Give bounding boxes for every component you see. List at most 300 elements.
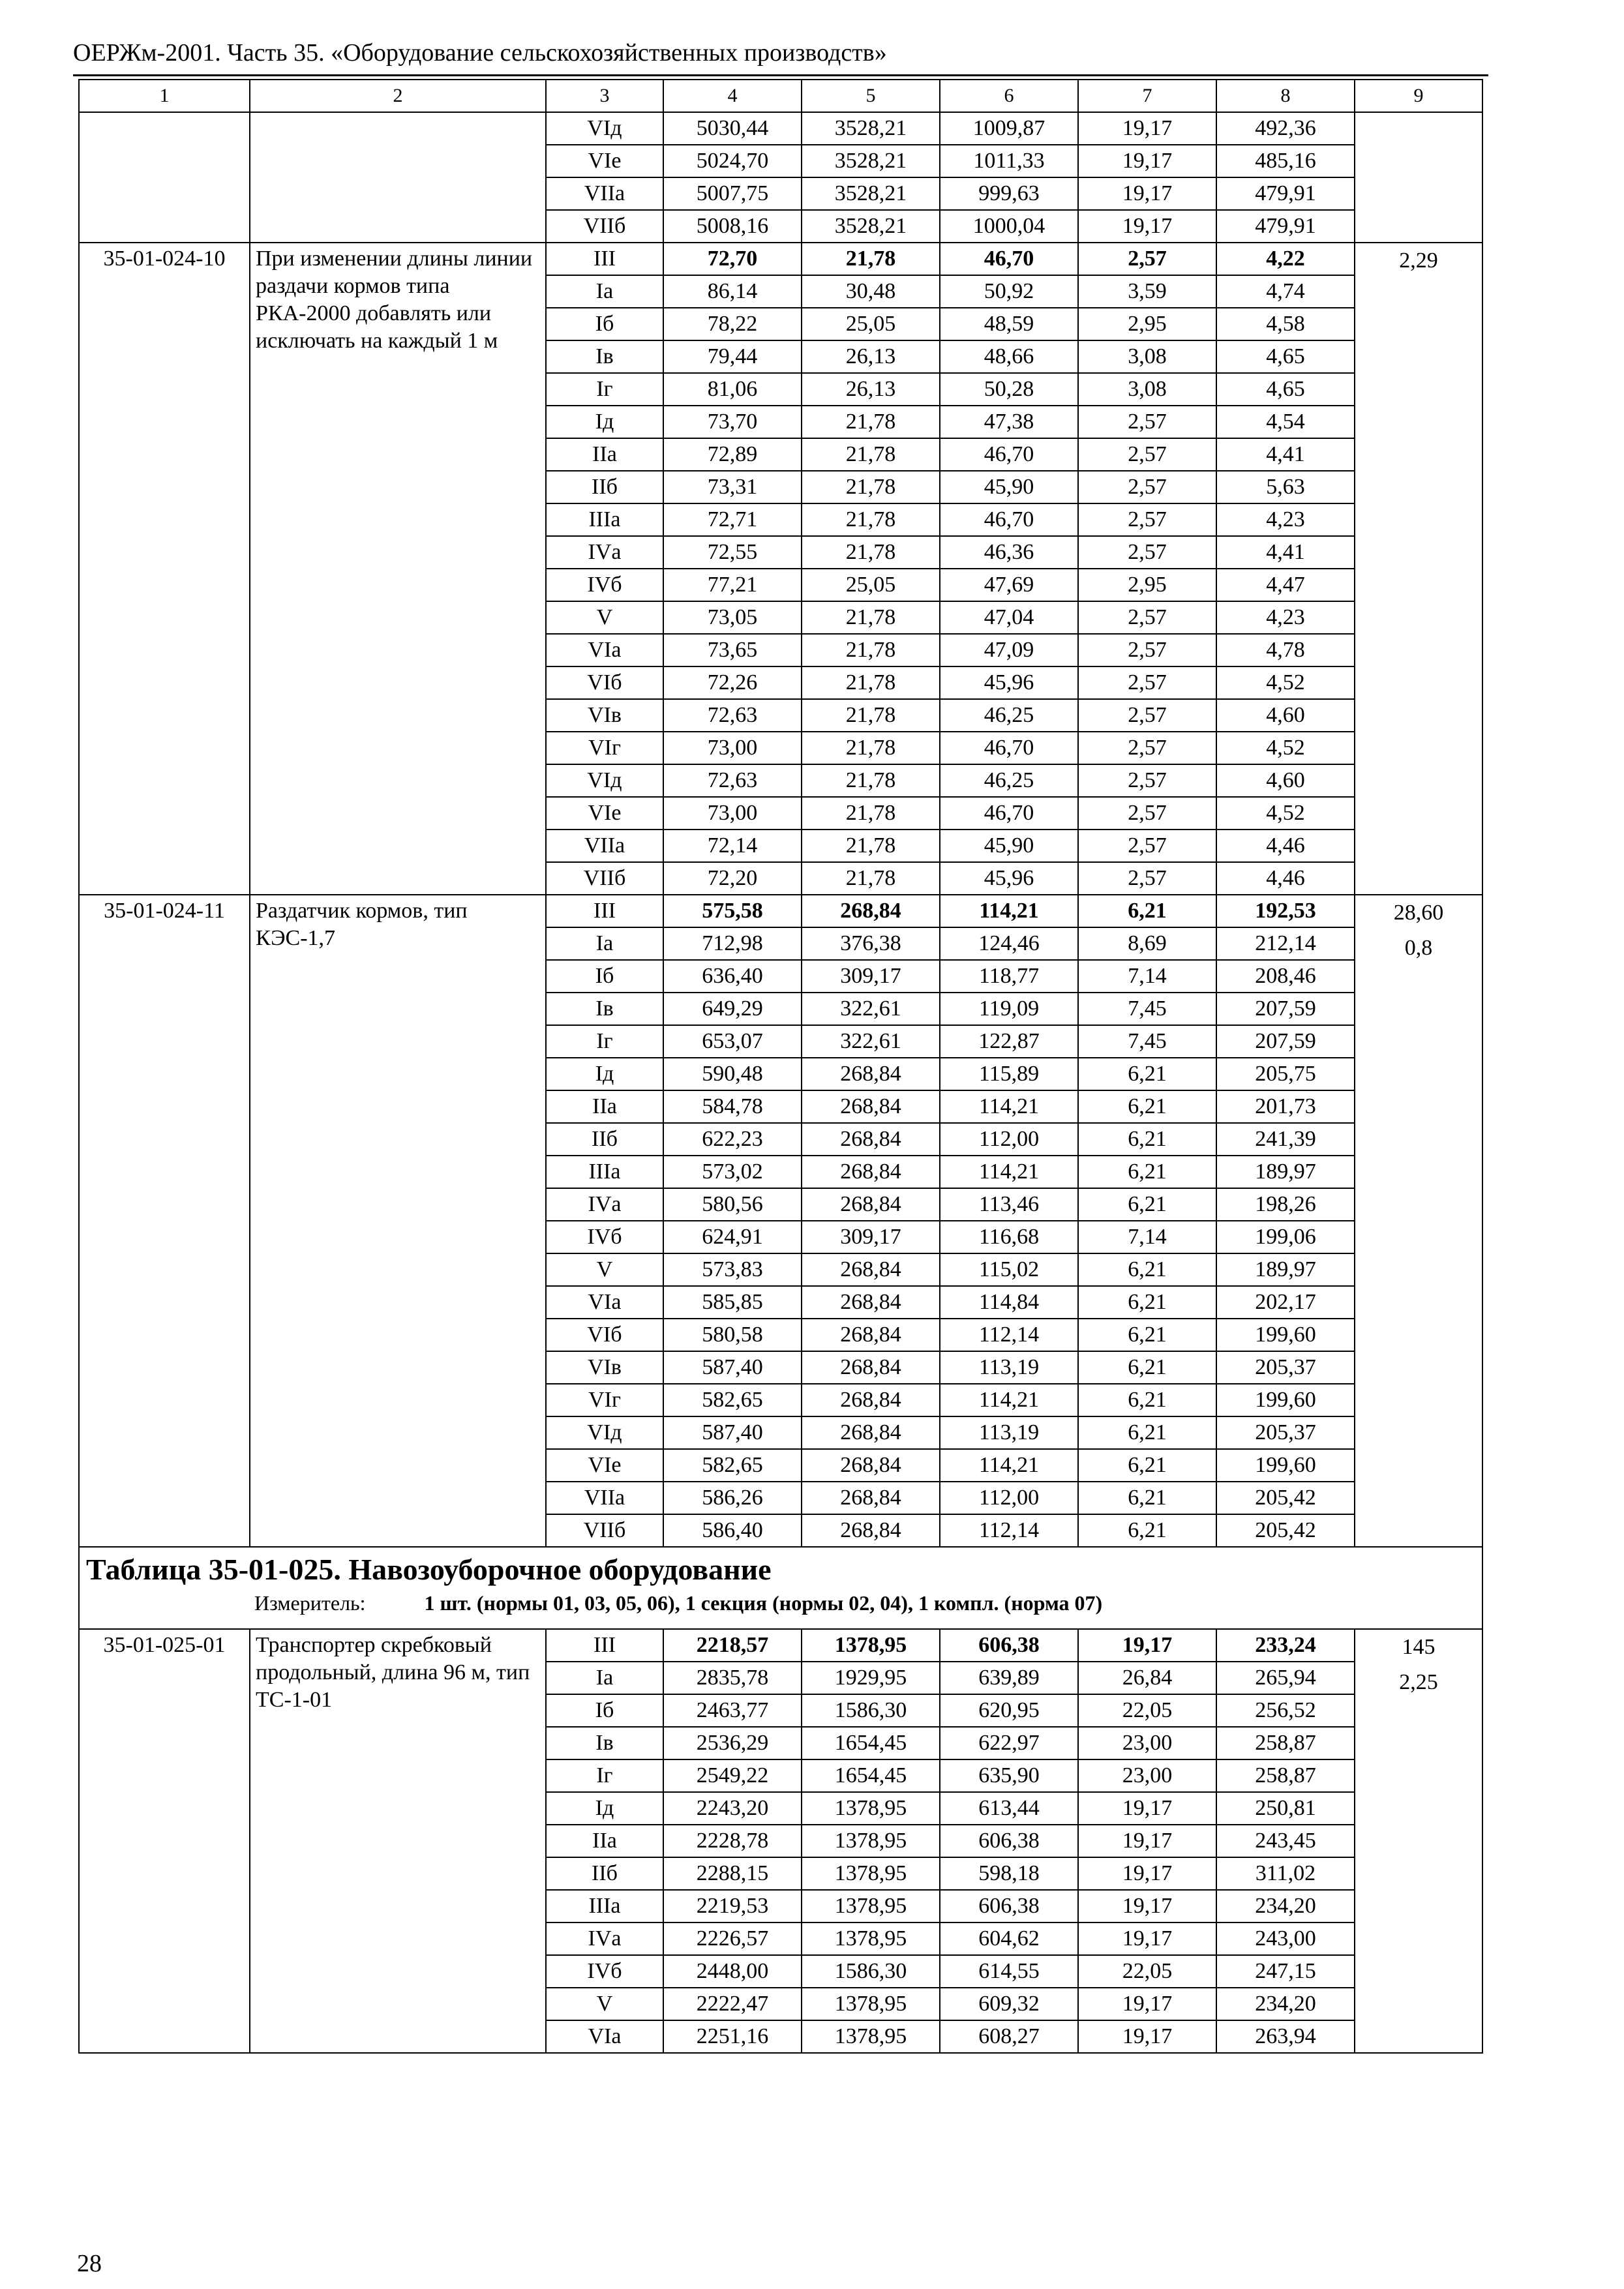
value-cell: 25,05 [802,308,940,340]
rate-code: 35-01-025-01 [79,1629,250,2053]
value-cell: 21,78 [802,601,940,634]
col9-value: 145 [1402,1635,1436,1659]
value-cell: 587,40 [663,1351,802,1384]
column-number: 9 [1355,80,1482,112]
value-cell: 6,21 [1078,1482,1216,1514]
header-rule [73,74,1488,76]
zone-cell: VIа [546,1286,663,1319]
zone-cell: IVб [546,569,663,601]
zone-cell: VIа [546,2020,663,2053]
col9-value: 28,60 [1393,901,1444,925]
col9-cell [1355,112,1482,243]
value-cell: 1378,95 [802,1825,940,1857]
zone-cell: Iа [546,1662,663,1694]
value-cell: 112,14 [940,1514,1078,1547]
col9-value: 2,29 [1399,248,1438,273]
value-cell: 21,78 [802,764,940,797]
zone-cell: IVа [546,1922,663,1955]
value-cell: 199,60 [1216,1449,1355,1482]
value-cell: 2219,53 [663,1890,802,1922]
value-cell: 6,21 [1078,1253,1216,1286]
value-cell: 2,57 [1078,732,1216,764]
value-cell: 5007,75 [663,177,802,210]
value-cell: 2,57 [1078,406,1216,438]
value-cell: 46,70 [940,503,1078,536]
value-cell: 311,02 [1216,1857,1355,1890]
value-cell: 72,71 [663,503,802,536]
value-cell: 1586,30 [802,1955,940,1988]
value-cell: 46,25 [940,764,1078,797]
value-cell: 7,45 [1078,1025,1216,1058]
value-cell: 45,90 [940,471,1078,503]
value-cell: 258,87 [1216,1759,1355,1792]
value-cell: 201,73 [1216,1090,1355,1123]
value-cell: 8,69 [1078,927,1216,960]
value-cell: 636,40 [663,960,802,993]
column-number: 2 [250,80,546,112]
value-cell: 2243,20 [663,1792,802,1825]
zone-cell: IIб [546,1857,663,1890]
value-cell: 268,84 [802,1319,940,1351]
zone-cell: VIIб [546,862,663,895]
value-cell: 639,89 [940,1662,1078,1694]
value-cell: 112,00 [940,1123,1078,1156]
value-cell: 999,63 [940,177,1078,210]
zone-cell: IIIа [546,1156,663,1188]
zone-cell: VIв [546,1351,663,1384]
value-cell: 268,84 [802,1416,940,1449]
zone-cell: IIб [546,1123,663,1156]
value-cell: 575,58 [663,895,802,927]
value-cell: 376,38 [802,927,940,960]
value-cell: 19,17 [1078,1922,1216,1955]
table-row [79,895,1482,927]
value-cell: 21,78 [802,471,940,503]
value-cell: 622,97 [940,1727,1078,1759]
value-cell: 19,17 [1078,112,1216,145]
value-cell: 614,55 [940,1955,1078,1988]
value-cell: 26,13 [802,373,940,406]
value-cell: 46,70 [940,438,1078,471]
value-cell: 72,70 [663,243,802,275]
value-cell: 21,78 [802,406,940,438]
value-cell: 122,87 [940,1025,1078,1058]
value-cell: 606,38 [940,1825,1078,1857]
table-row [79,1629,1482,1662]
value-cell: 72,55 [663,536,802,569]
value-cell: 4,58 [1216,308,1355,340]
value-cell: 19,17 [1078,2020,1216,2053]
value-cell: 73,00 [663,732,802,764]
value-cell: 598,18 [940,1857,1078,1890]
value-cell: 6,21 [1078,895,1216,927]
value-cell: 247,15 [1216,1955,1355,1988]
value-cell: 73,70 [663,406,802,438]
value-cell: 3,08 [1078,373,1216,406]
value-cell: 192,53 [1216,895,1355,927]
zone-cell: IVб [546,1955,663,1988]
zone-cell: VIг [546,1384,663,1416]
value-cell: 268,84 [802,1286,940,1319]
value-cell: 268,84 [802,1188,940,1221]
column-number: 3 [546,80,663,112]
value-cell: 2,57 [1078,699,1216,732]
value-cell: 1378,95 [802,1629,940,1662]
zone-cell: VIг [546,732,663,764]
value-cell: 492,36 [1216,112,1355,145]
value-cell: 113,19 [940,1416,1078,1449]
value-cell: 19,17 [1078,177,1216,210]
value-cell: 21,78 [802,830,940,862]
value-cell: 4,65 [1216,373,1355,406]
value-cell: 580,56 [663,1188,802,1221]
value-cell: 6,21 [1078,1514,1216,1547]
zone-cell: Iв [546,340,663,373]
value-cell: 25,05 [802,569,940,601]
value-cell: 45,96 [940,862,1078,895]
zone-cell: VIд [546,112,663,145]
value-cell: 202,17 [1216,1286,1355,1319]
value-cell: 19,17 [1078,1825,1216,1857]
zone-cell: IIб [546,471,663,503]
value-cell: 48,59 [940,308,1078,340]
value-cell: 46,70 [940,797,1078,830]
value-cell: 205,42 [1216,1514,1355,1547]
value-cell: 322,61 [802,1025,940,1058]
value-cell: 586,40 [663,1514,802,1547]
value-cell: 2,95 [1078,569,1216,601]
value-cell: 258,87 [1216,1727,1355,1759]
value-cell: 72,63 [663,764,802,797]
value-cell: 233,24 [1216,1629,1355,1662]
value-cell: 586,26 [663,1482,802,1514]
value-cell: 268,84 [802,1482,940,1514]
value-cell: 4,65 [1216,340,1355,373]
value-cell: 268,84 [802,1351,940,1384]
value-cell: 268,84 [802,1384,940,1416]
value-cell: 1000,04 [940,210,1078,243]
value-cell: 241,39 [1216,1123,1355,1156]
value-cell: 243,00 [1216,1922,1355,1955]
value-cell: 590,48 [663,1058,802,1090]
table-title-cell [79,1547,1482,1629]
zone-cell: IIIа [546,1890,663,1922]
zone-cell: Iа [546,275,663,308]
value-cell: 6,21 [1078,1416,1216,1449]
value-cell: 46,36 [940,536,1078,569]
value-cell: 3,08 [1078,340,1216,373]
value-cell: 199,60 [1216,1384,1355,1416]
value-cell: 2,57 [1078,862,1216,895]
zone-cell: VIб [546,1319,663,1351]
value-cell: 19,17 [1078,1629,1216,1662]
value-cell: 6,21 [1078,1156,1216,1188]
value-cell: 4,52 [1216,732,1355,764]
value-cell: 5,63 [1216,471,1355,503]
value-cell: 6,21 [1078,1449,1216,1482]
value-cell: 114,21 [940,895,1078,927]
value-cell: 6,21 [1078,1286,1216,1319]
value-cell: 114,21 [940,1449,1078,1482]
value-cell: 2,57 [1078,764,1216,797]
column-number-row [79,80,1482,112]
value-cell: 479,91 [1216,210,1355,243]
value-cell: 50,92 [940,275,1078,308]
value-cell: 265,94 [1216,1662,1355,1694]
value-cell: 582,65 [663,1449,802,1482]
value-cell: 19,17 [1078,1988,1216,2020]
zone-cell: VIд [546,764,663,797]
value-cell: 479,91 [1216,177,1355,210]
value-cell: 256,52 [1216,1694,1355,1727]
zone-cell: VIа [546,634,663,666]
value-cell: 624,91 [663,1221,802,1253]
value-cell: 1378,95 [802,1922,940,1955]
value-cell: 73,05 [663,601,802,634]
value-cell: 584,78 [663,1090,802,1123]
value-cell: 205,42 [1216,1482,1355,1514]
value-cell: 26,13 [802,340,940,373]
rate-name: Транспортер скребковый продольный, длина 96 м, тип ТС-1-01 [250,1629,546,2053]
zone-cell: V [546,601,663,634]
column-number: 7 [1078,80,1216,112]
zone-cell: VIIа [546,177,663,210]
value-cell: 208,46 [1216,960,1355,993]
zone-cell: VIе [546,797,663,830]
zone-cell: III [546,1629,663,1662]
value-cell: 19,17 [1078,1857,1216,1890]
value-cell: 6,21 [1078,1123,1216,1156]
value-cell: 26,84 [1078,1662,1216,1694]
rate-code: 35-01-024-10 [79,243,250,895]
value-cell: 73,65 [663,634,802,666]
col9-cell [1355,243,1482,895]
value-cell: 72,89 [663,438,802,471]
value-cell: 268,84 [802,1123,940,1156]
value-cell: 4,46 [1216,862,1355,895]
zone-cell: VIIа [546,1482,663,1514]
value-cell: 73,31 [663,471,802,503]
value-cell: 4,23 [1216,601,1355,634]
value-cell: 72,26 [663,666,802,699]
zone-cell: VIе [546,145,663,177]
zone-cell: VIд [546,1416,663,1449]
value-cell: 114,21 [940,1156,1078,1188]
value-cell: 2,57 [1078,438,1216,471]
column-number: 1 [79,80,250,112]
zone-cell: VIв [546,699,663,732]
value-cell: 573,02 [663,1156,802,1188]
column-number: 5 [802,80,940,112]
value-cell: 712,98 [663,927,802,960]
zone-cell: III [546,895,663,927]
value-cell: 114,21 [940,1384,1078,1416]
value-cell: 620,95 [940,1694,1078,1727]
value-cell: 7,14 [1078,960,1216,993]
value-cell: 4,52 [1216,797,1355,830]
value-cell: 72,14 [663,830,802,862]
value-cell: 7,45 [1078,993,1216,1025]
value-cell: 21,78 [802,503,940,536]
value-cell: 263,94 [1216,2020,1355,2053]
value-cell: 77,21 [663,569,802,601]
rate-name: При изменении длины линии раздачи кормов типа РКА-2000 добавлять или исключать на каждый 1 м [250,243,546,895]
value-cell: 268,84 [802,1058,940,1090]
value-cell: 4,41 [1216,438,1355,471]
value-cell: 46,25 [940,699,1078,732]
zone-cell: VIIб [546,210,663,243]
value-cell: 118,77 [940,960,1078,993]
zone-cell: VIб [546,666,663,699]
value-cell: 199,60 [1216,1319,1355,1351]
zone-cell: VIе [546,1449,663,1482]
value-cell: 3528,21 [802,145,940,177]
value-cell: 21,78 [802,732,940,764]
value-cell: 2835,78 [663,1662,802,1694]
value-cell: 268,84 [802,1449,940,1482]
value-cell: 47,38 [940,406,1078,438]
value-cell: 580,58 [663,1319,802,1351]
value-cell: 79,44 [663,340,802,373]
value-cell: 234,20 [1216,1890,1355,1922]
value-cell: 115,89 [940,1058,1078,1090]
value-cell: 268,84 [802,895,940,927]
value-cell: 72,20 [663,862,802,895]
value-cell: 2,57 [1078,471,1216,503]
value-cell: 622,23 [663,1123,802,1156]
zone-cell: Iб [546,960,663,993]
col9-cell [1355,895,1482,1547]
value-cell: 48,66 [940,340,1078,373]
value-cell: 112,14 [940,1319,1078,1351]
value-cell: 609,32 [940,1988,1078,2020]
zone-cell: Iг [546,1025,663,1058]
value-cell: 1654,45 [802,1759,940,1792]
value-cell: 6,21 [1078,1319,1216,1351]
value-cell: 1011,33 [940,145,1078,177]
value-cell: 21,78 [802,243,940,275]
value-cell: 2,57 [1078,601,1216,634]
value-cell: 635,90 [940,1759,1078,1792]
value-cell: 5024,70 [663,145,802,177]
value-cell: 21,78 [802,536,940,569]
zone-cell: IIа [546,1825,663,1857]
value-cell: 4,60 [1216,764,1355,797]
value-cell: 47,04 [940,601,1078,634]
value-cell: 124,46 [940,927,1078,960]
col9-value: 0,8 [1404,936,1433,960]
value-cell: 113,46 [940,1188,1078,1221]
zone-cell: Iв [546,993,663,1025]
value-cell: 4,78 [1216,634,1355,666]
value-cell: 114,21 [940,1090,1078,1123]
value-cell: 5008,16 [663,210,802,243]
value-cell: 189,97 [1216,1253,1355,1286]
zone-cell: Iд [546,406,663,438]
value-cell: 199,06 [1216,1221,1355,1253]
value-cell: 322,61 [802,993,940,1025]
value-cell: 198,26 [1216,1188,1355,1221]
value-cell: 268,84 [802,1090,940,1123]
value-cell: 1378,95 [802,1988,940,2020]
value-cell: 2,57 [1078,536,1216,569]
value-cell: 47,09 [940,634,1078,666]
table-row [79,112,1482,145]
value-cell: 2,57 [1078,634,1216,666]
value-cell: 6,21 [1078,1058,1216,1090]
measure-line [86,1588,1475,1618]
value-cell: 653,07 [663,1025,802,1058]
value-cell: 81,06 [663,373,802,406]
value-cell: 309,17 [802,1221,940,1253]
value-cell: 1929,95 [802,1662,940,1694]
value-cell: 73,00 [663,797,802,830]
value-cell: 606,38 [940,1629,1078,1662]
value-cell: 207,59 [1216,993,1355,1025]
value-cell: 6,21 [1078,1351,1216,1384]
value-cell: 19,17 [1078,145,1216,177]
value-cell: 1654,45 [802,1727,940,1759]
page-header: ОЕРЖм-2001. Часть 35. «Оборудование сельскохозяйственных производств» [73,39,887,67]
page-number: 28 [77,2250,102,2277]
value-cell: 4,60 [1216,699,1355,732]
zone-cell: III [546,243,663,275]
value-cell: 1009,87 [940,112,1078,145]
value-cell: 2228,78 [663,1825,802,1857]
zone-cell: V [546,1988,663,2020]
value-cell: 7,14 [1078,1221,1216,1253]
rate-code: 35-01-024-11 [79,895,250,1547]
value-cell: 582,65 [663,1384,802,1416]
value-cell: 1378,95 [802,1792,940,1825]
value-cell: 5030,44 [663,112,802,145]
table-row [79,243,1482,275]
value-cell: 649,29 [663,993,802,1025]
zone-cell: Iб [546,308,663,340]
value-cell: 309,17 [802,960,940,993]
zone-cell: Iг [546,1759,663,1792]
value-cell: 485,16 [1216,145,1355,177]
value-cell: 3,59 [1078,275,1216,308]
value-cell: 1378,95 [802,1890,940,1922]
value-cell: 613,44 [940,1792,1078,1825]
value-cell: 21,78 [802,797,940,830]
rate-code [79,112,250,243]
zone-cell: IVб [546,1221,663,1253]
value-cell: 2,95 [1078,308,1216,340]
value-cell: 22,05 [1078,1694,1216,1727]
value-cell: 2,57 [1078,243,1216,275]
zone-cell: Iг [546,373,663,406]
value-cell: 4,74 [1216,275,1355,308]
column-number: 6 [940,80,1078,112]
value-cell: 606,38 [940,1890,1078,1922]
zone-cell: V [546,1253,663,1286]
value-cell: 268,84 [802,1156,940,1188]
rates-table [78,79,1483,2054]
value-cell: 21,78 [802,438,940,471]
value-cell: 2549,22 [663,1759,802,1792]
value-cell: 205,75 [1216,1058,1355,1090]
value-cell: 2226,57 [663,1922,802,1955]
rate-name: Раздатчик кормов, тип КЭС-1,7 [250,895,546,1547]
value-cell: 250,81 [1216,1792,1355,1825]
value-cell: 19,17 [1078,210,1216,243]
zone-cell: Iа [546,927,663,960]
zone-cell: Iв [546,1727,663,1759]
value-cell: 2251,16 [663,2020,802,2053]
col9-value: 2,25 [1399,1670,1438,1694]
